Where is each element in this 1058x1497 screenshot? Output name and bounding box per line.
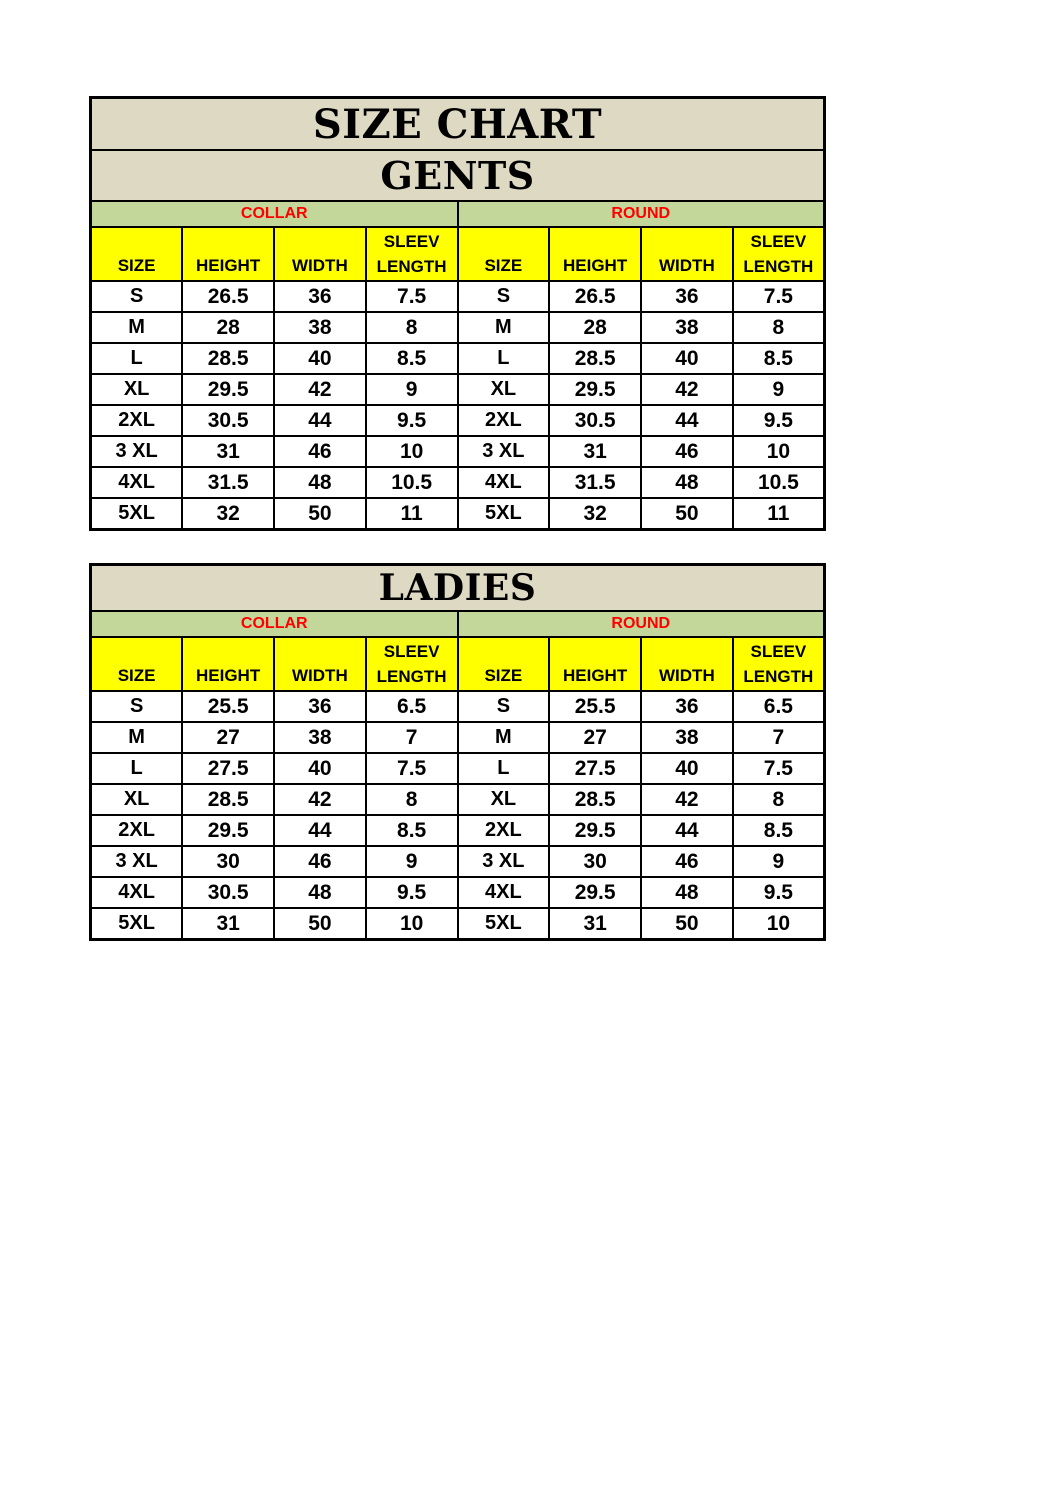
round-sleeve-length-cell: 8.5 — [733, 343, 825, 374]
collar-sleeve-length-cell: 9.5 — [366, 877, 458, 908]
round-sleeve-length-cell: 9 — [733, 374, 825, 405]
round-sleeve-length-cell: 10.5 — [733, 467, 825, 498]
round-sleeve-length-cell: 8 — [733, 312, 825, 343]
collar-width-cell: 36 — [274, 691, 366, 722]
round-width-cell: 38 — [641, 722, 733, 753]
collar-height-cell: 26.5 — [182, 281, 274, 312]
table-row — [91, 877, 825, 908]
round-height-cell: 30.5 — [549, 405, 641, 436]
collar-width-cell: 40 — [274, 753, 366, 784]
chart-title: SIZE CHART — [91, 98, 825, 151]
round-width-cell: 44 — [641, 815, 733, 846]
round-size-cell: 2XL — [458, 405, 550, 436]
round-size-cell: S — [458, 281, 550, 312]
table-row — [91, 498, 825, 530]
table-row — [91, 722, 825, 753]
collar-size-cell: S — [91, 691, 183, 722]
collar-height-cell: 27 — [182, 722, 274, 753]
collar-sleeve-length-cell: 7.5 — [366, 281, 458, 312]
collar-sleeve-length-cell: 8.5 — [366, 343, 458, 374]
sleeve-length-header: SLEEV LENGTH — [366, 637, 458, 691]
round-size-cell: L — [458, 753, 550, 784]
collar-size-cell: 4XL — [91, 877, 183, 908]
sleeve-length-header: SLEEV LENGTH — [733, 637, 825, 691]
round-width-cell: 40 — [641, 753, 733, 784]
round-height-cell: 28.5 — [549, 343, 641, 374]
collar-sleeve-length-cell: 11 — [366, 498, 458, 530]
collar-height-cell: 30.5 — [182, 405, 274, 436]
collar-height-cell: 30.5 — [182, 877, 274, 908]
collar-width-cell: 42 — [274, 374, 366, 405]
width-header: WIDTH — [274, 227, 366, 281]
round-height-cell: 30 — [549, 846, 641, 877]
table-row — [91, 753, 825, 784]
round-sleeve-length-cell: 9.5 — [733, 877, 825, 908]
collar-height-cell: 28 — [182, 312, 274, 343]
round-size-cell: XL — [458, 784, 550, 815]
ladies-heading: LADIES — [91, 565, 825, 612]
collar-width-cell: 48 — [274, 467, 366, 498]
round-sleeve-length-cell: 7 — [733, 722, 825, 753]
collar-height-cell: 31.5 — [182, 467, 274, 498]
collar-sleeve-length-cell: 9 — [366, 846, 458, 877]
round-sleeve-length-cell: 9 — [733, 846, 825, 877]
collar-sleeve-length-cell: 7.5 — [366, 753, 458, 784]
collar-size-cell: 5XL — [91, 908, 183, 940]
collar-height-cell: 29.5 — [182, 815, 274, 846]
round-width-cell: 48 — [641, 877, 733, 908]
width-header: WIDTH — [641, 227, 733, 281]
table-row — [91, 784, 825, 815]
round-height-cell: 29.5 — [549, 374, 641, 405]
height-header: HEIGHT — [549, 227, 641, 281]
ladies-rows — [91, 691, 825, 940]
round-sleeve-length-cell: 7.5 — [733, 753, 825, 784]
size-header: SIZE — [91, 637, 183, 691]
height-header: HEIGHT — [549, 637, 641, 691]
table-row — [91, 691, 825, 722]
collar-height-cell: 28.5 — [182, 343, 274, 374]
collar-size-cell: XL — [91, 784, 183, 815]
table-row — [91, 908, 825, 940]
round-width-cell: 46 — [641, 846, 733, 877]
collar-height-cell: 30 — [182, 846, 274, 877]
round-width-cell: 38 — [641, 312, 733, 343]
round-sleeve-length-cell: 10 — [733, 908, 825, 940]
collar-size-cell: XL — [91, 374, 183, 405]
collar-sleeve-length-cell: 9 — [366, 374, 458, 405]
round-size-cell: 5XL — [458, 908, 550, 940]
collar-height-cell: 31 — [182, 436, 274, 467]
round-width-cell: 50 — [641, 908, 733, 940]
round-size-cell: S — [458, 691, 550, 722]
round-sleeve-length-cell: 6.5 — [733, 691, 825, 722]
table-row — [91, 436, 825, 467]
round-sleeve-length-cell: 8 — [733, 784, 825, 815]
round-size-cell: 4XL — [458, 467, 550, 498]
round-sleeve-length-cell: 9.5 — [733, 405, 825, 436]
round-height-cell: 27.5 — [549, 753, 641, 784]
round-height-cell: 26.5 — [549, 281, 641, 312]
collar-size-cell: L — [91, 753, 183, 784]
table-row — [91, 405, 825, 436]
collar-style-label: COLLAR — [91, 611, 458, 637]
table-row — [91, 467, 825, 498]
collar-sleeve-length-cell: 10.5 — [366, 467, 458, 498]
round-height-cell: 31 — [549, 908, 641, 940]
table-row — [91, 281, 825, 312]
collar-size-cell: 3 XL — [91, 846, 183, 877]
round-width-cell: 42 — [641, 784, 733, 815]
height-header: HEIGHT — [182, 637, 274, 691]
round-size-cell: 3 XL — [458, 846, 550, 877]
table-row — [91, 374, 825, 405]
round-width-cell: 46 — [641, 436, 733, 467]
round-height-cell: 31.5 — [549, 467, 641, 498]
collar-sleeve-length-cell: 10 — [366, 436, 458, 467]
collar-height-cell: 27.5 — [182, 753, 274, 784]
round-height-cell: 28 — [549, 312, 641, 343]
round-height-cell: 27 — [549, 722, 641, 753]
collar-width-cell: 42 — [274, 784, 366, 815]
round-height-cell: 25.5 — [549, 691, 641, 722]
collar-width-cell: 38 — [274, 312, 366, 343]
collar-size-cell: S — [91, 281, 183, 312]
width-header: WIDTH — [274, 637, 366, 691]
gents-size-table — [89, 96, 826, 531]
collar-width-cell: 44 — [274, 405, 366, 436]
collar-sleeve-length-cell: 8.5 — [366, 815, 458, 846]
round-sleeve-length-cell: 10 — [733, 436, 825, 467]
collar-width-cell: 38 — [274, 722, 366, 753]
collar-height-cell: 29.5 — [182, 374, 274, 405]
round-height-cell: 31 — [549, 436, 641, 467]
round-height-cell: 28.5 — [549, 784, 641, 815]
collar-width-cell: 50 — [274, 498, 366, 530]
sleeve-length-header: SLEEV LENGTH — [733, 227, 825, 281]
collar-sleeve-length-cell: 6.5 — [366, 691, 458, 722]
collar-style-label: COLLAR — [91, 201, 458, 227]
collar-sleeve-length-cell: 9.5 — [366, 405, 458, 436]
gents-rows — [91, 281, 825, 530]
round-sleeve-length-cell: 8.5 — [733, 815, 825, 846]
collar-size-cell: 4XL — [91, 467, 183, 498]
collar-height-cell: 31 — [182, 908, 274, 940]
round-sleeve-length-cell: 7.5 — [733, 281, 825, 312]
collar-size-cell: 3 XL — [91, 436, 183, 467]
round-width-cell: 44 — [641, 405, 733, 436]
round-height-cell: 29.5 — [549, 815, 641, 846]
collar-width-cell: 48 — [274, 877, 366, 908]
table-row — [91, 343, 825, 374]
round-width-cell: 36 — [641, 281, 733, 312]
collar-size-cell: M — [91, 312, 183, 343]
round-width-cell: 48 — [641, 467, 733, 498]
collar-size-cell: 2XL — [91, 815, 183, 846]
collar-width-cell: 36 — [274, 281, 366, 312]
collar-width-cell: 46 — [274, 846, 366, 877]
collar-sleeve-length-cell: 8 — [366, 312, 458, 343]
round-size-cell: XL — [458, 374, 550, 405]
gents-heading: GENTS — [91, 150, 825, 201]
collar-size-cell: M — [91, 722, 183, 753]
round-height-cell: 29.5 — [549, 877, 641, 908]
table-row — [91, 846, 825, 877]
size-header: SIZE — [458, 227, 550, 281]
round-size-cell: 3 XL — [458, 436, 550, 467]
collar-height-cell: 32 — [182, 498, 274, 530]
collar-width-cell: 44 — [274, 815, 366, 846]
round-height-cell: 32 — [549, 498, 641, 530]
collar-size-cell: L — [91, 343, 183, 374]
column-header-row — [91, 227, 825, 281]
round-width-cell: 42 — [641, 374, 733, 405]
round-size-cell: 5XL — [458, 498, 550, 530]
collar-width-cell: 46 — [274, 436, 366, 467]
size-header: SIZE — [458, 637, 550, 691]
round-style-label: ROUND — [458, 201, 825, 227]
table-row — [91, 815, 825, 846]
sleeve-length-header: SLEEV LENGTH — [366, 227, 458, 281]
round-size-cell: 4XL — [458, 877, 550, 908]
collar-sleeve-length-cell: 8 — [366, 784, 458, 815]
collar-sleeve-length-cell: 10 — [366, 908, 458, 940]
collar-width-cell: 50 — [274, 908, 366, 940]
table-row — [91, 312, 825, 343]
collar-size-cell: 5XL — [91, 498, 183, 530]
collar-height-cell: 25.5 — [182, 691, 274, 722]
collar-size-cell: 2XL — [91, 405, 183, 436]
collar-sleeve-length-cell: 7 — [366, 722, 458, 753]
column-header-row — [91, 637, 825, 691]
round-sleeve-length-cell: 11 — [733, 498, 825, 530]
collar-width-cell: 40 — [274, 343, 366, 374]
round-width-cell: 36 — [641, 691, 733, 722]
height-header: HEIGHT — [182, 227, 274, 281]
collar-height-cell: 28.5 — [182, 784, 274, 815]
ladies-size-table — [89, 563, 826, 941]
round-size-cell: M — [458, 312, 550, 343]
size-header: SIZE — [91, 227, 183, 281]
width-header: WIDTH — [641, 637, 733, 691]
round-size-cell: L — [458, 343, 550, 374]
round-style-label: ROUND — [458, 611, 825, 637]
round-width-cell: 40 — [641, 343, 733, 374]
round-size-cell: M — [458, 722, 550, 753]
round-size-cell: 2XL — [458, 815, 550, 846]
round-width-cell: 50 — [641, 498, 733, 530]
